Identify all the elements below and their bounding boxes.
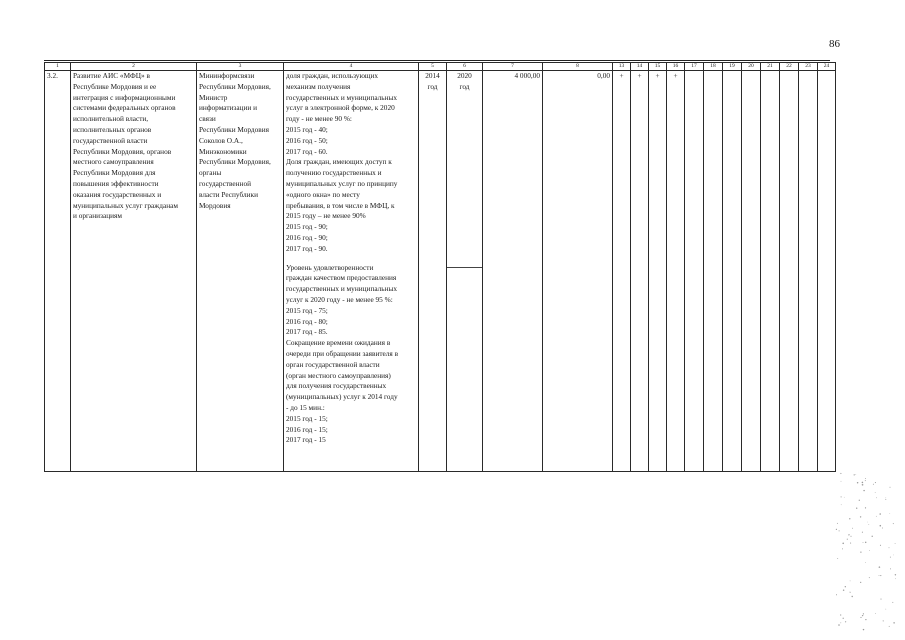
speck: [841, 496, 842, 497]
speck: [875, 492, 876, 493]
speck: [890, 568, 891, 569]
text-line: власти Республики: [199, 189, 258, 199]
column-number: 3: [197, 63, 284, 71]
column-number: 21: [761, 63, 780, 71]
measure-cell: [71, 71, 197, 472]
text-line: (муниципальных) услуг к 2014 году: [286, 392, 398, 402]
speck: [879, 566, 881, 568]
speck: [850, 536, 851, 537]
speck: [889, 626, 890, 627]
text-line: государственной власти: [73, 135, 148, 145]
speck: [880, 545, 881, 546]
speck: [837, 558, 838, 559]
speck: [859, 500, 860, 501]
speck: [860, 582, 861, 583]
text-line: Мининформсвязи: [199, 71, 255, 80]
speck: [863, 613, 864, 614]
speck: [854, 474, 855, 475]
speck: [850, 543, 851, 544]
speck: [843, 589, 844, 590]
text-line: - до 15 мин.:: [286, 402, 325, 412]
column-number: 1: [45, 63, 71, 71]
mark-cell: +: [649, 71, 667, 472]
text-line: доля граждан, использующих: [286, 71, 379, 80]
speck: [855, 474, 856, 475]
speck: [862, 615, 863, 616]
text-line: граждан качеством предоставления: [286, 273, 397, 283]
speck: [865, 542, 866, 543]
speck: [848, 534, 849, 535]
speck: [876, 497, 877, 498]
text-line: год: [459, 81, 470, 91]
mark-cell: +: [667, 71, 685, 472]
speck: [880, 575, 881, 576]
text-line: и организациям: [73, 211, 122, 221]
row-number: 3.2.: [45, 71, 71, 472]
text-line: системами федеральных органов: [73, 103, 176, 113]
speck: [860, 551, 861, 552]
speck: [843, 618, 844, 619]
speck: [860, 617, 861, 618]
speck: [840, 473, 841, 474]
speck: [840, 622, 841, 623]
column-number: 16: [667, 63, 685, 71]
speck: [893, 622, 894, 623]
mark-cell: +: [631, 71, 649, 472]
text-line: 2016 год - 15;: [286, 424, 328, 434]
text-line: орган государственной власти: [286, 359, 380, 369]
text-line: повышения эффективности: [73, 178, 159, 188]
mark-cell: [742, 71, 761, 472]
speck: [865, 480, 866, 481]
speck: [844, 497, 845, 498]
text-line: «одного окна» по месту: [286, 189, 360, 199]
text-line: 2015 год - 75;: [286, 305, 328, 315]
page-number: 86: [829, 38, 840, 50]
cell-divider: [447, 267, 482, 268]
speck: [847, 539, 848, 540]
indicators-part-b: [286, 263, 416, 447]
speck: [895, 574, 896, 575]
text-line: услуг к 2020 году - не менее 95 %:: [286, 294, 393, 304]
column-number: 24: [818, 63, 836, 71]
text-line: Мордовия: [199, 200, 231, 210]
speck: [850, 592, 851, 593]
text-line: получению государственных и: [286, 168, 382, 178]
speck: [863, 542, 864, 543]
speck: [842, 543, 844, 545]
text-line: органы: [199, 168, 222, 178]
speck: [860, 516, 861, 517]
speck: [850, 592, 851, 593]
text-line: местного самоуправления: [73, 157, 154, 167]
text-line: Сокращение времени ожидания в: [286, 338, 391, 348]
speck: [836, 529, 837, 530]
column-number: 7: [483, 63, 543, 71]
text-line: 2016 год - 80;: [286, 316, 328, 326]
speck: [895, 543, 896, 544]
speck: [880, 599, 881, 600]
text-line: оказания государственных и: [73, 189, 162, 199]
speck: [856, 508, 857, 509]
column-number: 19: [723, 63, 742, 71]
speck: [849, 518, 850, 519]
column-number: 20: [742, 63, 761, 71]
speck: [890, 487, 891, 488]
speck: [840, 614, 841, 615]
text-line: 2017 год - 60.: [286, 146, 328, 156]
speck: [849, 534, 850, 535]
speck: [845, 621, 846, 622]
speck: [880, 525, 882, 527]
speck: [865, 619, 866, 620]
text-line: государственной: [199, 178, 252, 188]
speck: [872, 536, 873, 537]
speck: [895, 578, 896, 579]
text-line: государственных и муниципальных: [286, 92, 398, 102]
amount-total-cell: 4 000,00: [483, 71, 543, 472]
column-number: 14: [631, 63, 649, 71]
text-line: Министр: [199, 92, 228, 102]
text-line: услуг в электронной форме, к 2020: [286, 103, 395, 113]
scan-specks: [836, 473, 896, 630]
text-line: Доля граждан, имеющих доступ к: [286, 157, 392, 167]
mark-cell: +: [613, 71, 631, 472]
mark-cell: [780, 71, 799, 472]
responsible-cell: [197, 71, 284, 472]
text-line: год: [427, 81, 438, 91]
speck: [852, 528, 853, 529]
speck: [857, 482, 858, 483]
start-year-cell: [419, 71, 447, 472]
text-line: Уровень удовлетворенности: [286, 262, 374, 272]
speck: [873, 484, 874, 485]
mark-cell: [704, 71, 723, 472]
mark-cell: [761, 71, 780, 472]
speck: [865, 478, 866, 479]
speck: [879, 575, 880, 576]
mark-cell: [723, 71, 742, 472]
indicators-part-a: [286, 71, 416, 255]
speck: [838, 624, 840, 626]
text-line: 2016 год - 90;: [286, 232, 328, 242]
end-year-text: [449, 71, 480, 93]
column-number: 6: [447, 63, 483, 71]
text-line: году - не менее 90 %:: [286, 114, 352, 124]
column-number: 18: [704, 63, 723, 71]
text-line: 2017 год - 85.: [286, 327, 328, 337]
speck: [889, 547, 890, 548]
text-line: 2017 год - 15: [286, 435, 326, 445]
mark-cell: [818, 71, 836, 472]
program-table: [44, 62, 836, 472]
end-year-cell: [447, 71, 483, 472]
speck: [883, 620, 884, 621]
speck: [841, 481, 842, 482]
text-line: очереди при обращении заявителя в: [286, 348, 399, 358]
text-line: интеграция с информационными: [73, 92, 176, 102]
speck: [885, 499, 886, 500]
amount-other-cell: 0,00: [543, 71, 613, 472]
text-line: 2014: [425, 71, 440, 80]
speck: [885, 497, 886, 498]
table-row: [45, 71, 836, 472]
text-line: исполнительных органов: [73, 124, 152, 134]
speck: [875, 613, 876, 614]
column-number: 5: [419, 63, 447, 71]
speck: [862, 484, 864, 486]
speck: [850, 581, 851, 582]
speck: [867, 522, 868, 523]
text-line: информатизации и: [199, 103, 258, 113]
text-line: муниципальных услуг гражданам: [73, 200, 178, 210]
indicators-cell: [284, 71, 419, 472]
text-line: Республики Мордовия,: [199, 157, 271, 167]
speck: [875, 482, 876, 483]
text-line: Республики Мордовия для: [73, 168, 156, 178]
header-rule: [44, 60, 830, 61]
speck: [879, 513, 881, 515]
text-line: Республики Мордовия, органов: [73, 146, 172, 156]
text-line: 2015 год - 15;: [286, 413, 328, 423]
speck: [863, 629, 864, 630]
column-number: 22: [780, 63, 799, 71]
speck: [893, 555, 894, 556]
text-line: 2015 году – не менее 90%: [286, 211, 366, 221]
text-line: 2016 год - 50;: [286, 135, 328, 145]
speck: [863, 490, 864, 491]
speck: [839, 530, 840, 531]
speck: [885, 609, 886, 610]
speck: [893, 523, 894, 524]
mark-cell: [685, 71, 704, 472]
speck: [865, 562, 866, 563]
column-number: 2: [71, 63, 197, 71]
column-number: 15: [649, 63, 667, 71]
speck: [863, 485, 864, 486]
speck: [837, 523, 838, 524]
speck: [842, 548, 843, 549]
text-line: Республики Мордовия,: [199, 81, 271, 91]
column-number: 23: [799, 63, 818, 71]
text-line: Республики Мордовия: [199, 124, 270, 134]
speck: [890, 557, 891, 558]
text-line: Минэкономики: [199, 146, 247, 156]
text-line: связи: [199, 114, 216, 124]
text-line: 2020: [457, 71, 472, 80]
text-line: (орган местного самоуправления): [286, 370, 391, 380]
speck: [892, 602, 893, 603]
text-line: 2015 год - 40;: [286, 124, 328, 134]
column-number: 4: [284, 63, 419, 71]
text-line: для получения государственных: [286, 381, 387, 391]
text-line: государственных и муниципальных: [286, 284, 398, 294]
text-line: Республике Мордовия и ее: [73, 81, 157, 91]
speck: [836, 594, 837, 595]
column-number: 17: [685, 63, 704, 71]
text-line: 2015 год - 90;: [286, 222, 328, 232]
column-number: 8: [543, 63, 613, 71]
text-line: механизм получения: [286, 81, 351, 91]
speck: [862, 532, 863, 533]
speck: [869, 577, 870, 578]
speck: [865, 507, 866, 508]
speck: [851, 596, 852, 597]
text-line: Соколов О.А.,: [199, 135, 243, 145]
speck: [882, 528, 883, 529]
speck: [876, 516, 877, 517]
text-line: Развитие АИС «МФЦ» в: [73, 71, 150, 80]
text-line: исполнительной власти,: [73, 114, 149, 124]
text-line: муниципальных услуг по принципу: [286, 178, 398, 188]
speck: [889, 513, 890, 514]
column-number: 13: [613, 63, 631, 71]
speck: [841, 504, 842, 505]
speck: [869, 550, 870, 551]
column-number-row: [45, 63, 836, 71]
text-line: 2017 год - 90.: [286, 243, 328, 253]
speck: [845, 586, 846, 587]
speck: [868, 524, 869, 525]
mark-cell: [799, 71, 818, 472]
speck: [862, 482, 864, 484]
text-line: пребывания, в том числе в МФЦ, к: [286, 200, 395, 210]
